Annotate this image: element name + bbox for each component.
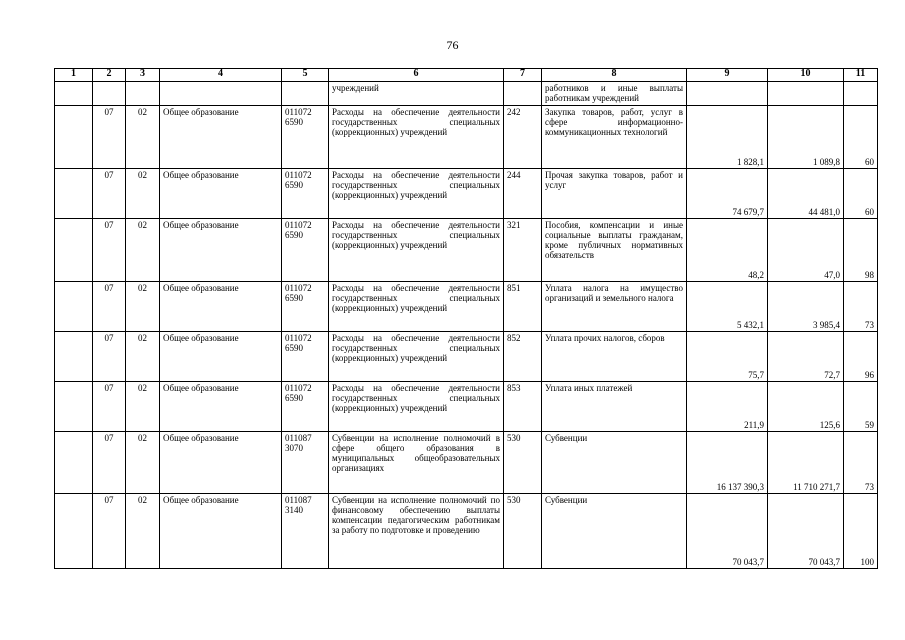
fact-amount-cell: 1 089,8	[768, 106, 844, 169]
expense-type-description-cell: Субвенции	[542, 432, 687, 494]
column-header: 2	[93, 69, 126, 82]
name-cell: Общее образование	[160, 494, 282, 569]
subsection-cell: 02	[126, 169, 160, 219]
section-cell: 07	[93, 169, 126, 219]
expense-type-code-cell: 853	[504, 382, 542, 432]
header-row	[55, 69, 878, 82]
target-description-cell: Расходы на обеспечение деятельности государственных специальных (коррекционных) учреждений	[329, 282, 504, 332]
name-cell: Общее образование	[160, 332, 282, 382]
percent-cell: 73	[844, 432, 878, 494]
expense-type-description-cell: Субвенции	[542, 494, 687, 569]
target-code-cell: 011072 6590	[282, 282, 329, 332]
name-cell: Общее образование	[160, 432, 282, 494]
section-cell: 07	[93, 382, 126, 432]
expense-type-code-cell: 530	[504, 432, 542, 494]
plan-amount-cell: 1 828,1	[687, 106, 768, 169]
percent-cell: 96	[844, 332, 878, 382]
fact-amount-cell: 47,0	[768, 219, 844, 282]
continuation-row	[55, 82, 878, 106]
plan-amount-cell: 75,7	[687, 332, 768, 382]
table-row	[55, 169, 878, 219]
target-description-cell: Расходы на обеспечение деятельности государственных специальных (коррекционных) учреждений	[329, 169, 504, 219]
fact-amount-cell: 44 481,0	[768, 169, 844, 219]
expense-type-code-cell: 242	[504, 106, 542, 169]
column-header: 1	[55, 69, 93, 82]
plan-amount-cell: 5 432,1	[687, 282, 768, 332]
percent-cell: 60	[844, 106, 878, 169]
expense-type-description-cell: Уплата налога на имущество организаций и земельного налога	[542, 282, 687, 332]
name-cell: Общее образование	[160, 219, 282, 282]
fact-amount-cell: 125,6	[768, 382, 844, 432]
section-cell: 07	[93, 494, 126, 569]
expense-type-description-cell: Уплата прочих налогов, сборов	[542, 332, 687, 382]
expense-type-description-cell: Закупка товаров, работ, услуг в сфере информационно-коммуникационных технологий	[542, 106, 687, 169]
fact-amount-cell: 72,7	[768, 332, 844, 382]
section-cell: 07	[93, 219, 126, 282]
section-cell: 07	[93, 282, 126, 332]
name-cell: Общее образование	[160, 169, 282, 219]
column-header: 3	[126, 69, 160, 82]
column-header: 8	[542, 69, 687, 82]
table-row	[55, 382, 878, 432]
section-cell: 07	[93, 106, 126, 169]
target-code-cell: 011087 3070	[282, 432, 329, 494]
subsection-cell: 02	[126, 106, 160, 169]
table-row	[55, 332, 878, 382]
fact-amount-cell: 3 985,4	[768, 282, 844, 332]
subsection-cell: 02	[126, 432, 160, 494]
fact-amount-cell: 11 710 271,7	[768, 432, 844, 494]
target-code-cell: 011072 6590	[282, 169, 329, 219]
table-row	[55, 219, 878, 282]
table-row	[55, 494, 878, 569]
name-cell: Общее образование	[160, 382, 282, 432]
percent-cell: 98	[844, 219, 878, 282]
column-header: 6	[329, 69, 504, 82]
table-row	[55, 432, 878, 494]
target-code-cell: 011072 6590	[282, 219, 329, 282]
expense-type-code-cell: 530	[504, 494, 542, 569]
subsection-cell: 02	[126, 382, 160, 432]
budget-table	[54, 68, 878, 569]
plan-amount-cell: 74 679,7	[687, 169, 768, 219]
target-description-cell: Расходы на обеспечение деятельности государственных специальных (коррекционных) учреждений	[329, 106, 504, 169]
page-number: 76	[446, 38, 459, 52]
expense-type-code-cell: 321	[504, 219, 542, 282]
expense-type-code-cell: 851	[504, 282, 542, 332]
target-description-cell: Расходы на обеспечение деятельности государственных специальных (коррекционных) учреждений	[329, 219, 504, 282]
percent-cell: 100	[844, 494, 878, 569]
section-cell: 07	[93, 432, 126, 494]
subsection-cell: 02	[126, 494, 160, 569]
expense-type-description-cell: работников и иные выплаты работникам учреждений	[542, 82, 687, 106]
target-code-cell: 011087 3140	[282, 494, 329, 569]
expense-type-code-cell: 852	[504, 332, 542, 382]
target-description-cell: Расходы на обеспечение деятельности государственных специальных (коррекционных) учреждений	[329, 332, 504, 382]
subsection-cell: 02	[126, 282, 160, 332]
percent-cell: 73	[844, 282, 878, 332]
column-header: 4	[160, 69, 282, 82]
expense-type-code-cell: 244	[504, 169, 542, 219]
column-header: 10	[768, 69, 844, 82]
table-row	[55, 106, 878, 169]
column-header: 7	[504, 69, 542, 82]
expense-type-description-cell: Уплата иных платежей	[542, 382, 687, 432]
subsection-cell: 02	[126, 332, 160, 382]
column-header: 5	[282, 69, 329, 82]
target-code-cell: 011072 6590	[282, 332, 329, 382]
subsection-cell: 02	[126, 219, 160, 282]
column-header: 9	[687, 69, 768, 82]
percent-cell: 59	[844, 382, 878, 432]
target-code-cell: 011072 6590	[282, 106, 329, 169]
plan-amount-cell: 16 137 390,3	[687, 432, 768, 494]
target-description-cell: учреждений	[329, 82, 504, 106]
name-cell: Общее образование	[160, 282, 282, 332]
section-cell: 07	[93, 332, 126, 382]
plan-amount-cell: 70 043,7	[687, 494, 768, 569]
name-cell: Общее образование	[160, 106, 282, 169]
percent-cell: 60	[844, 169, 878, 219]
target-description-cell: Расходы на обеспечение деятельности государственных специальных (коррекционных) учреждений	[329, 382, 504, 432]
target-description-cell: Субвенции на исполнение полномочий в сфере общего образования в муниципальных общеобразовательных организациях	[329, 432, 504, 494]
fact-amount-cell: 70 043,7	[768, 494, 844, 569]
table-row	[55, 282, 878, 332]
plan-amount-cell: 211,9	[687, 382, 768, 432]
plan-amount-cell: 48,2	[687, 219, 768, 282]
expense-type-description-cell: Пособия, компенсации и иные социальные выплаты гражданам, кроме публичных нормативных обязательств	[542, 219, 687, 282]
column-header: 11	[844, 69, 878, 82]
target-description-cell: Субвенции на исполнение полномочий по финансовому обеспечению выплаты компенсации педагогическим работникам за работу по подготовке и проведению	[329, 494, 504, 569]
target-code-cell: 011072 6590	[282, 382, 329, 432]
expense-type-description-cell: Прочая закупка товаров, работ и услуг	[542, 169, 687, 219]
